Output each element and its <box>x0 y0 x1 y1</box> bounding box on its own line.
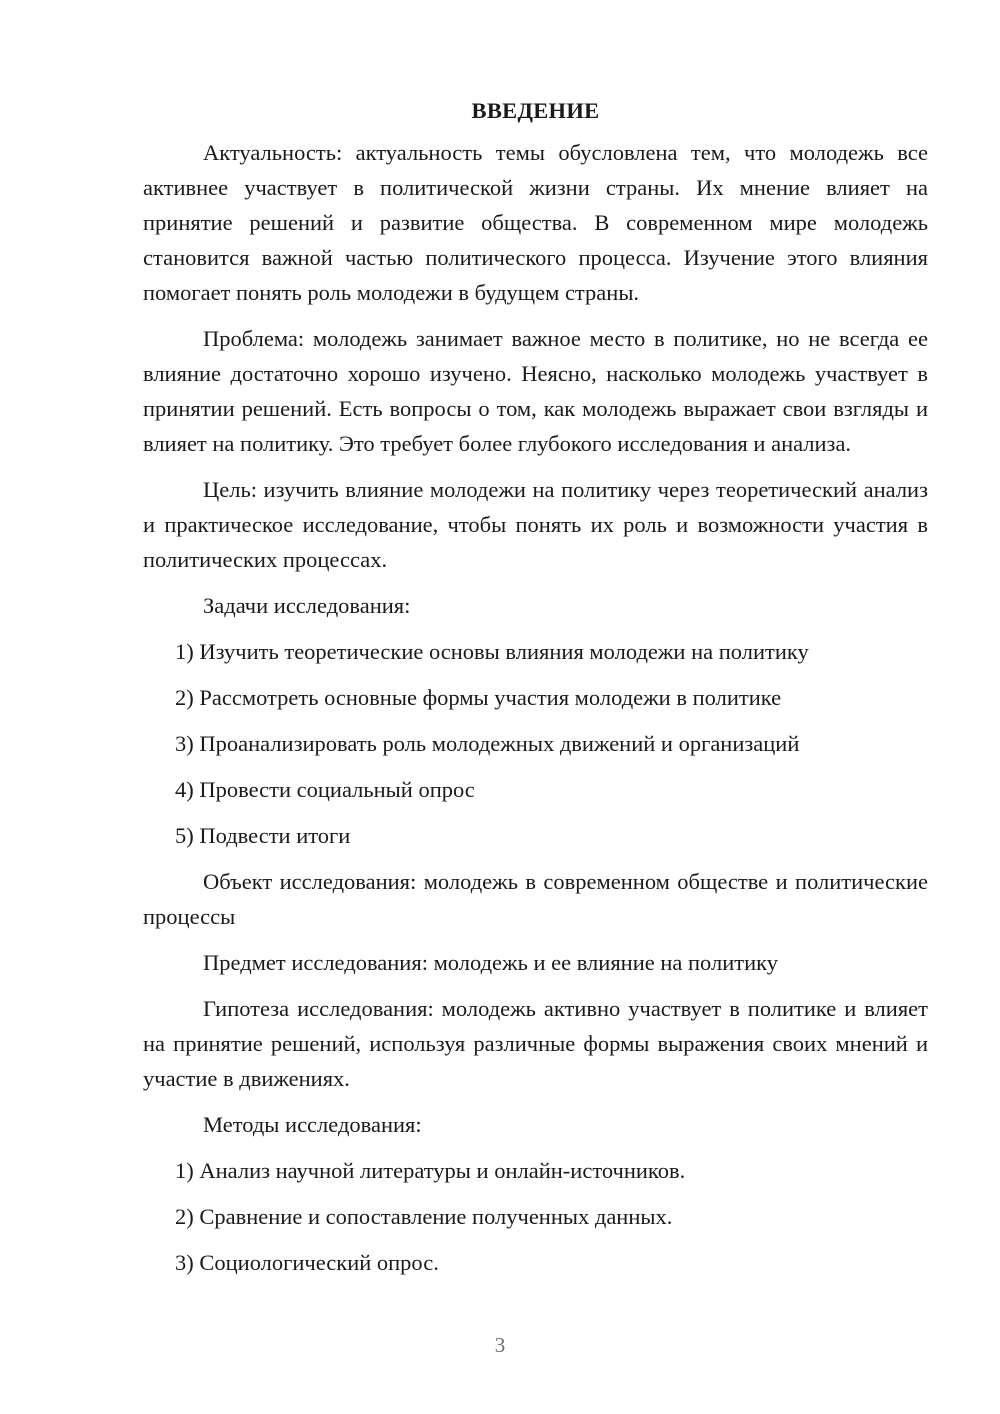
tasks-heading: Задачи исследования: <box>203 593 411 618</box>
object-paragraph: Объект исследования: молодежь в современном обществе и политические процессы <box>143 869 928 929</box>
page-number: 3 <box>494 1333 506 1357</box>
task-item: 3) Проанализировать роль молодежных движений и организаций <box>175 731 800 756</box>
task-item: 2) Рассмотреть основные формы участия молодежи в политике <box>175 685 782 710</box>
method-item: 2) Сравнение и сопоставление полученных данных. <box>175 1204 673 1229</box>
methods-heading: Методы исследования: <box>203 1112 422 1137</box>
relevance-paragraph: Актуальность: актуальность темы обусловлена тем, что молодежь все активнее участвует в политической жизни страны. Их мнение влияет на принятие решений и развитие общества. В современном мире молодежь становится важной частью политического процесса. Изучение этого влияния помогает понять роль молодежи в будущем страны. <box>143 140 928 305</box>
hypothesis-paragraph: Гипотеза исследования: молодежь активно участвует в политике и влияет на принятие решений, используя различные формы выражения своих мнений и участие в движениях. <box>143 996 928 1091</box>
method-item: 1) Анализ научной литературы и онлайн-источников. <box>175 1158 686 1183</box>
goal-paragraph: Цель: изучить влияние молодежи на политику через теоретический анализ и практическое исследование, чтобы понять их роль и возможности участия в политических процессах. <box>143 477 928 572</box>
task-item: 5) Подвести итоги <box>175 823 351 848</box>
task-item: 1) Изучить теоретические основы влияния молодежи на политику <box>175 639 809 664</box>
problem-paragraph: Проблема: молодежь занимает важное место в политике, но не всегда ее влияние достаточно хорошо изучено. Неясно, насколько молодежь участвует в принятии решений. Есть вопросы о том, как молодежь выражает свои взгляды и влияет на политику. Это требует более глубокого исследования и анализа. <box>143 326 928 456</box>
page-content <box>143 93 928 1280</box>
method-item: 3) Социологический опрос. <box>175 1250 439 1275</box>
task-item: 4) Провести социальный опрос <box>175 777 475 802</box>
subject-paragraph: Предмет исследования: молодежь и ее влияние на политику <box>203 950 779 975</box>
section-title: ВВЕДЕНИЕ <box>471 98 600 123</box>
